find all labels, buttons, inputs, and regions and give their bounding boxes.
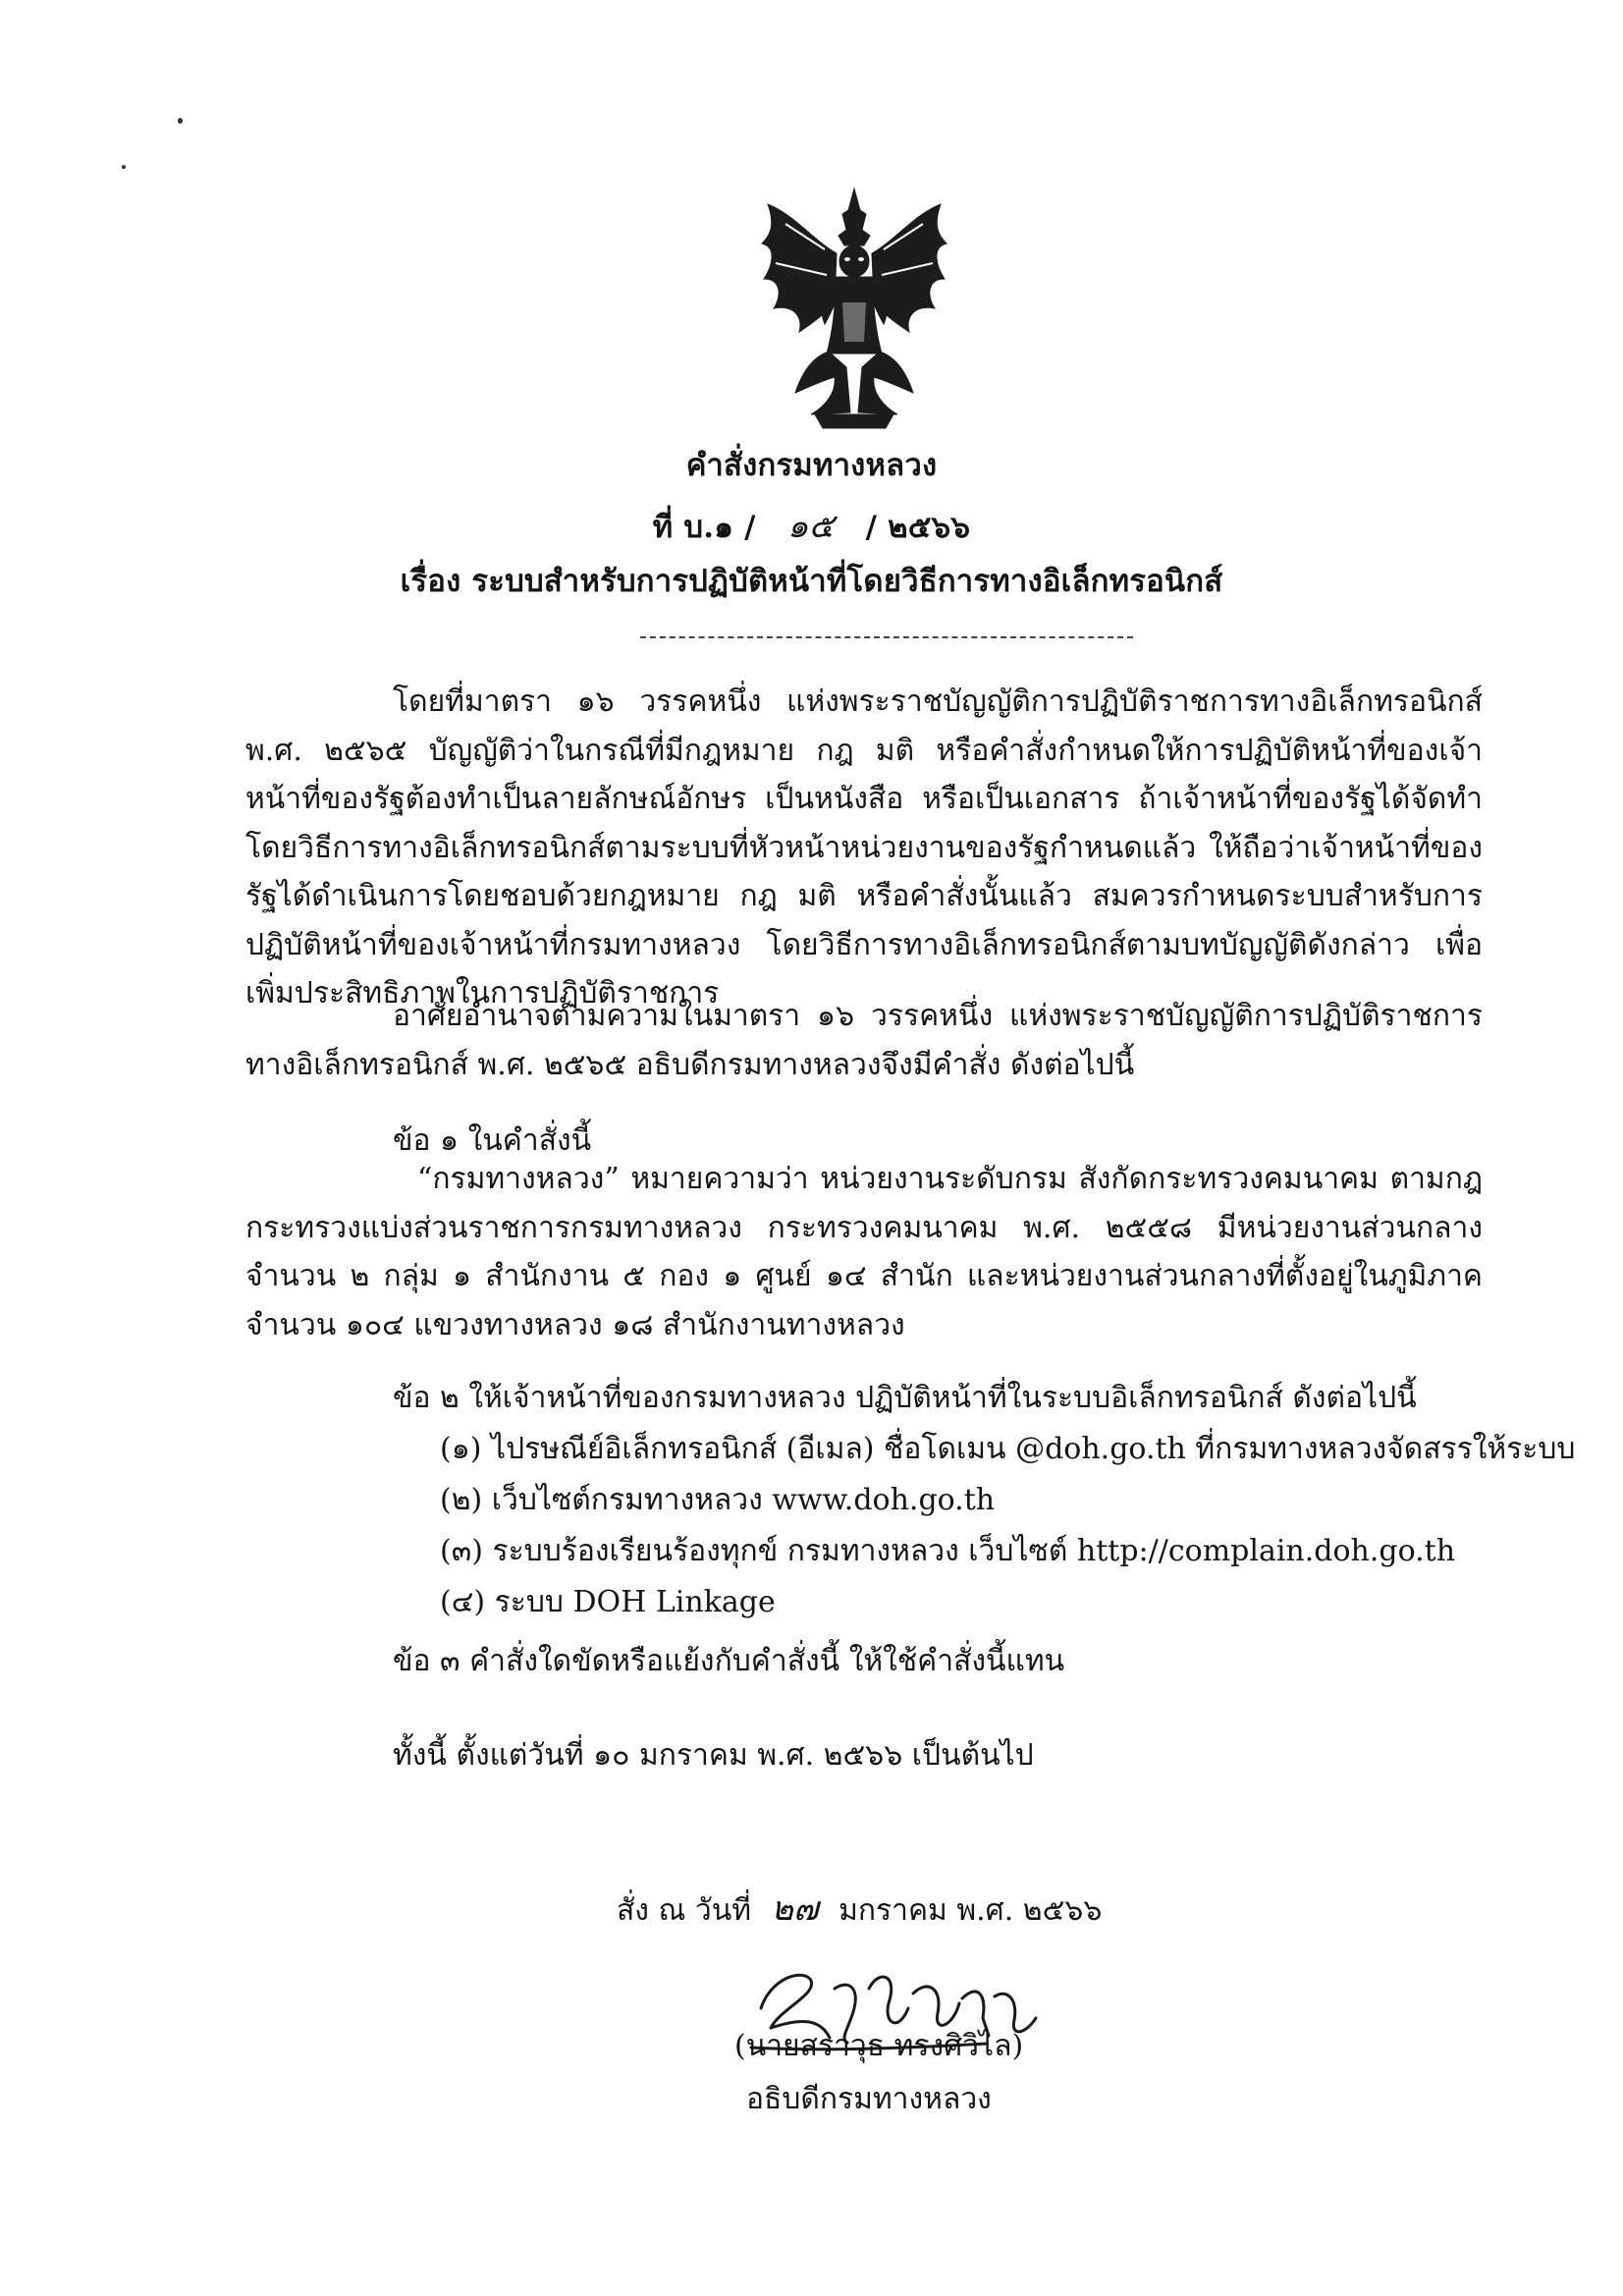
- scan-speck: [178, 118, 183, 124]
- signer-title: อธิบดีกรมทางหลวง: [746, 2082, 992, 2116]
- handwritten-number: ๑๕: [786, 507, 835, 546]
- handwritten-day: ๒๗: [771, 1889, 819, 1929]
- scan-speck: [122, 165, 126, 169]
- garuda-emblem-icon: [756, 185, 952, 430]
- clause-2-item-1: (๑) ไปรษณีย์อิเล็กทรอนิกส์ (อีเมล) ชื่อโดเมน @doh.go.th ที่กรมทางหลวงจัดสรรให้ระบบ: [440, 1432, 1576, 1466]
- clause-1-heading: ข้อ ๑ ในคำสั่งนี้: [393, 1123, 592, 1158]
- order-number: ที่ บ.๑ / ๑๕ / ๒๕๖๖: [0, 499, 1623, 552]
- authority-paragraph: อาศัยอำนาจตามความในมาตรา ๑๖ วรรคหนึ่ง แห่งพระราชบัญญัติการปฏิบัติราชการทางอิเล็กทรอนิกส์ พ.ศ. ๒๕๖๕ อธิบดีกรมทางหลวงจึงมีคำสั่ง ดังต่อไปนี้: [245, 999, 1483, 1082]
- order-title: คำสั่งกรมทางหลวง: [685, 448, 938, 483]
- clause-2-item-2: (๒) เว็บไซต์กรมทางหลวง www.doh.go.th: [440, 1483, 996, 1517]
- clause-1-definition: “กรมทางหลวง” หมายความว่า หน่วยงานระดับกรม สังกัดกระทรวงคมนาคม ตามกฎกระทรวงแบ่งส่วนราชการกรมทางหลวง กระทรวงคมนาคม พ.ศ. ๒๕๕๘ มีหน่วยงานส่วนกลางจำนวน ๒ กลุ่ม ๑ สำนักงาน ๕ กอง ๑ ศูนย์ ๑๔ สำนัก และหน่วยงานส่วนกลางที่ตั้งอยู่ในภูมิภาคจำนวน ๑๐๔ แขวงทางหลวง ๑๘ สำนักงานทางหลวง: [245, 1162, 1483, 1342]
- clause-2-item-4: (๔) ระบบ DOH Linkage: [440, 1585, 776, 1619]
- effective-date: ทั้งนี้ ตั้งแต่วันที่ ๑๐ มกราคม พ.ศ. ๒๕๖๖ เป็นต้นไป: [393, 1738, 1034, 1773]
- preamble-paragraph: โดยที่มาตรา ๑๖ วรรคหนึ่ง แห่งพระราชบัญญัติการปฏิบัติราชการทางอิเล็กทรอนิกส์ พ.ศ. ๒๕๖๕ บัญญัติว่าในกรณีที่มีกฎหมาย กฎ มติ หรือคำสั่งกำหนดให้การปฏิบัติหน้าที่ของเจ้าหน้าที่ของรัฐต้องทำเป็นลายลักษณ์อักษร เป็นหนังสือ หรือเป็นเอกสาร ถ้าเจ้าหน้าที่ของรัฐได้จัดทำโดยวิธีการทางอิเล็กทรอนิกส์ตามระบบที่หัวหน้าหน่วยงานของรัฐกำหนดแล้ว ให้ถือว่าเจ้าหน้าที่ของรัฐได้ดำเนินการโดยชอบด้วยกฎหมาย กฎ มติ หรือคำสั่งนั้นแล้ว สมควรกำหนดระบบสำหรับการปฏิบัติหน้าที่ของเจ้าหน้าที่กรมทางหลวง โดยวิธีการทางอิเล็กทรอนิกส์ตามบทบัญญัติดังกล่าว เพื่อเพิ่มประสิทธิภาพในการปฏิบัติราชการ: [245, 684, 1483, 1011]
- clause-2-item-3: (๓) ระบบร้องเรียนร้องทุกข์ กรมทางหลวง เว็บไซต์ http://complain.doh.go.th: [440, 1534, 1456, 1568]
- header-divider: [640, 636, 1133, 638]
- clause-2-heading: ข้อ ๒ ให้เจ้าหน้าที่ของกรมทางหลวง ปฏิบัติหน้าที่ในระบบอิเล็กทรอนิกส์ ดังต่อไปนี้: [393, 1381, 1417, 1415]
- clause-3: ข้อ ๓ คำสั่งใดขัดหรือแย้งกับคำสั่งนี้ ให้ใช้คำสั่งนี้แทน: [393, 1644, 1065, 1678]
- signer-name: (นายสราวุธ ทรงศิวิไล): [734, 2029, 1024, 2063]
- order-subject: เรื่อง ระบบสำหรับการปฏิบัติหน้าที่โดยวิธีการทางอิเล็กทรอนิกส์: [400, 564, 1223, 599]
- order-date: สั่ง ณ วันที่ ๒๗ มกราคม พ.ศ. ๒๕๖๖: [617, 1882, 1102, 1935]
